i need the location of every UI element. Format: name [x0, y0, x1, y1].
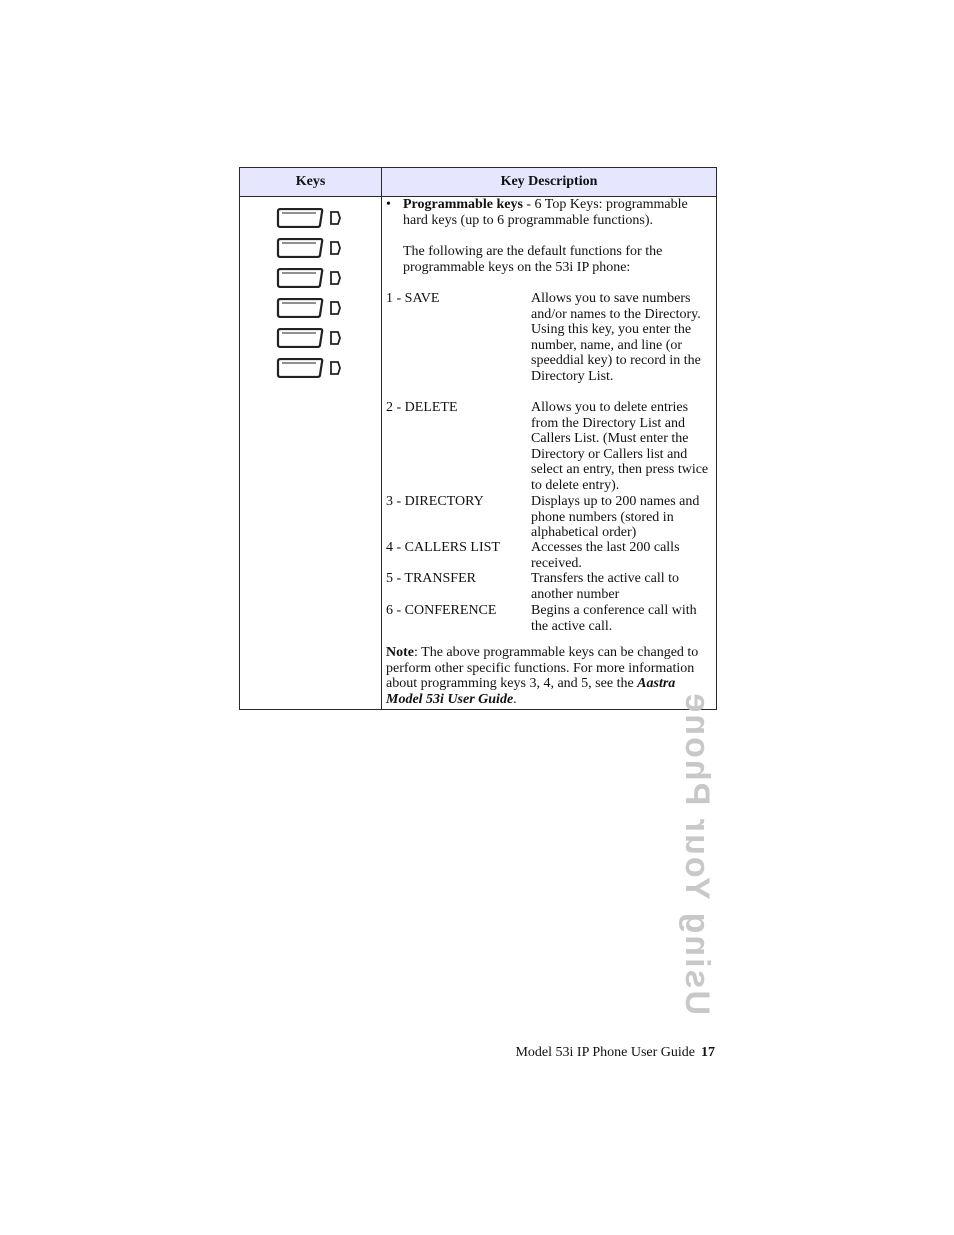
- programmable-key-icon: [276, 268, 346, 288]
- programmable-key-icon: [276, 238, 346, 258]
- note-paragraph: [386, 645, 712, 707]
- function-label: 4 - CALLERS LIST: [386, 540, 500, 555]
- table-header: [240, 168, 716, 197]
- function-label: 1 - SAVE: [386, 291, 440, 306]
- keys-column-header: Keys: [240, 168, 382, 196]
- note-end: .: [513, 691, 517, 707]
- column-divider: [381, 196, 382, 709]
- keys-table: [239, 167, 717, 710]
- programmable-key-icon: [276, 298, 346, 318]
- side-section-heading: Using Your Phone: [678, 691, 716, 1015]
- function-text: Displays up to 200 names and phone numbers (stored in alphabetical order): [531, 494, 700, 541]
- function-text: Allows you to delete entries from the Directory List and Callers List. (Must enter the Directory or Callers list and select an entry, then press twice to delete entry).: [531, 400, 709, 493]
- function-label: 6 - CONFERENCE: [386, 603, 497, 618]
- function-label: 3 - DIRECTORY: [386, 494, 484, 509]
- intro-paragraph: The following are the default functions for the programmable keys on the 53i IP phone:: [403, 244, 663, 275]
- description-column-header: Key Description: [500, 174, 598, 189]
- footer-guide-title: Model 53i IP Phone User Guide: [515, 1045, 695, 1060]
- note-text: : The above programmable keys can be changed to perform other specific functions. For more information about programming keys 3, 4, and 5, see the: [386, 645, 699, 692]
- page-footer: [515, 1045, 715, 1061]
- function-text: Begins a conference call with the active call.: [531, 603, 697, 634]
- programmable-key-icon: [276, 358, 346, 378]
- function-label: 2 - DELETE: [386, 400, 458, 415]
- function-label: 5 - TRANSFER: [386, 571, 476, 586]
- guide-reference: Aastra Model 53i User Guide: [386, 676, 676, 707]
- bullet-icon: •: [386, 197, 391, 212]
- programmable-keys-label: Programmable keys: [403, 197, 523, 212]
- programmable-key-icon: [276, 208, 346, 228]
- function-text: Transfers the active call to another number: [531, 571, 679, 602]
- function-text: Allows you to save numbers and/or names to the Directory. Using this key, you enter the number, name, and line (or speeddial key) to record in the Directory List.: [531, 291, 701, 384]
- page-number: 17: [701, 1045, 715, 1060]
- function-text: Accesses the last 200 calls received.: [531, 540, 680, 571]
- programmable-keys-text: - 6 Top Keys: programmable hard keys (up to 6 programmable functions).: [403, 197, 688, 228]
- programmable-key-icon: [276, 328, 346, 348]
- programmable-keys-summary: [403, 197, 713, 228]
- note-label: Note: [386, 645, 414, 660]
